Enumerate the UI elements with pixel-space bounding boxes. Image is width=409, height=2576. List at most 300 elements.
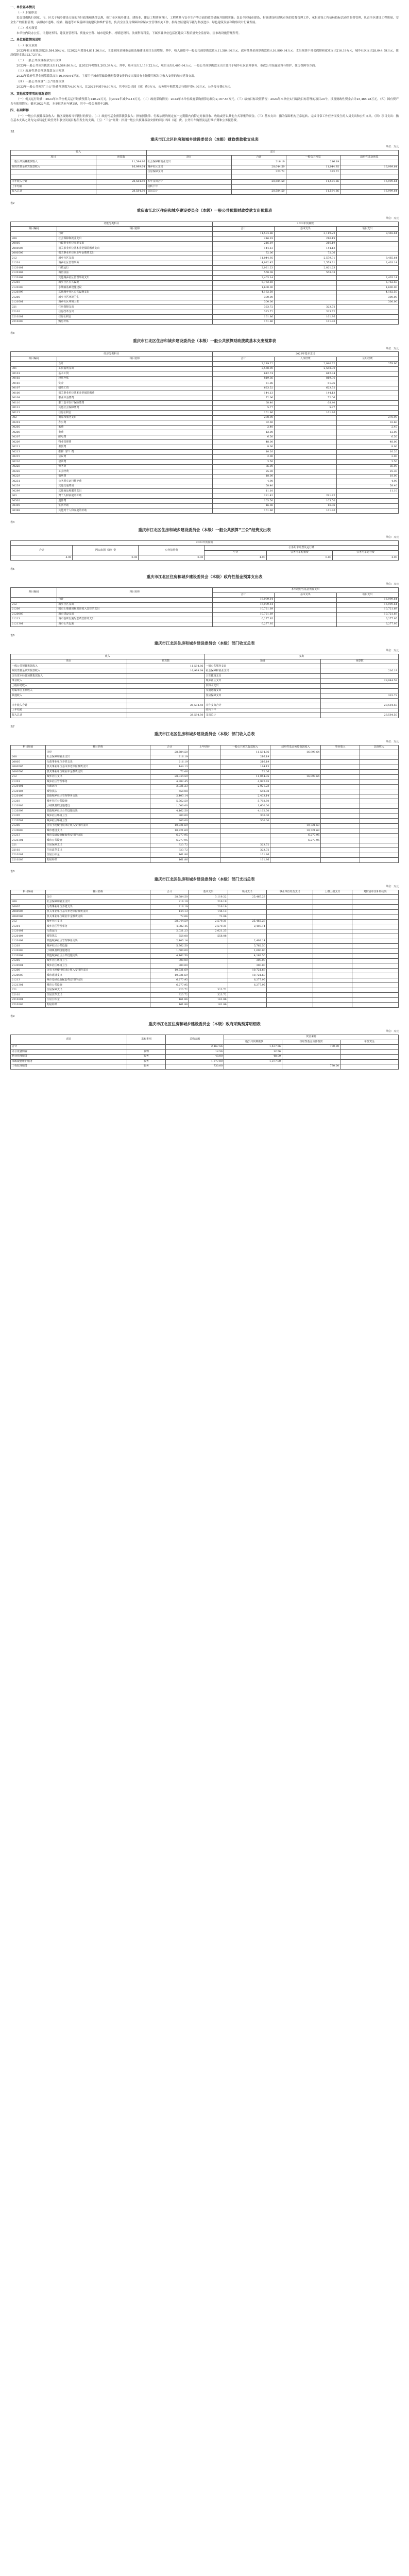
unit-label: 单位：万元 (385, 583, 399, 586)
header-cell: 合计 (11, 546, 73, 555)
table-cell (360, 794, 398, 799)
table-cell: 国有资本经营预算拨款收入 (11, 674, 127, 679)
table-cell (189, 794, 220, 799)
table-cell: 323.72 (150, 988, 189, 993)
table-cell (360, 843, 398, 848)
table-row (11, 939, 399, 944)
table-row (11, 445, 399, 450)
table-cell: 国有土地使用权出让收入安排的支出 (45, 968, 150, 973)
table-tag: 表1 (10, 130, 15, 133)
table-cell (189, 814, 220, 819)
table-cell (220, 823, 270, 828)
unit-label: 单位：万元 (385, 1030, 399, 1033)
table-cell: 机关事业单位基本养老保险缴费支出 (57, 246, 212, 251)
table-cell (282, 1049, 340, 1055)
table-cell: 32.60 (336, 420, 399, 426)
table-cell: 2,403.14 (228, 924, 266, 929)
table-cell (189, 809, 220, 814)
table-cell: 323.72 (189, 988, 228, 993)
table-cell (266, 958, 313, 963)
table-cell (313, 958, 352, 963)
table-cell (336, 499, 399, 504)
table-row (11, 988, 399, 993)
table-cell: 28,584.50 (321, 713, 399, 718)
table-cell: 612.74 (275, 371, 336, 377)
table-cell (313, 905, 352, 910)
table-title: 重庆市江北区住房和城乡建设委员会（本级）一般公共预算“三公”经费支出表 (138, 527, 271, 532)
table-cell: 10.20 (212, 450, 274, 455)
table-cell (360, 784, 398, 789)
table-row (11, 799, 399, 804)
table-cell: 2120803 (11, 828, 46, 834)
table-cell: 300.00 (150, 963, 189, 969)
table-cell (352, 900, 398, 905)
table-cell: 2,579.31 (275, 256, 336, 261)
table-row (11, 909, 399, 914)
table-cell: 323.72 (150, 993, 189, 998)
header-cell: 项目支出 (336, 592, 399, 598)
table-cell: 30215 (11, 454, 57, 460)
table-cell: 18.00 (336, 474, 399, 479)
table-cell (266, 924, 313, 929)
table-cell: 30108 (11, 391, 57, 396)
table-cell (282, 1059, 340, 1064)
table-cell: 323.72 (220, 843, 270, 848)
table-cell (189, 958, 228, 963)
table-cell (228, 997, 266, 1003)
header-cell: 项目 (11, 659, 127, 664)
table-cell (266, 914, 313, 920)
table-row (11, 415, 399, 420)
table-cell: 10,721.69 (212, 612, 274, 617)
table-cell (313, 900, 352, 905)
table-cell: 10,721.69 (212, 607, 274, 613)
table-row (11, 848, 399, 853)
table-cell: 8,465.64 (336, 231, 399, 236)
table-cell: 合计 (45, 750, 150, 755)
table-cell: 301 (11, 366, 57, 371)
table-cell: 购房补贴 (45, 858, 150, 863)
table-cell: 72.06 (275, 396, 336, 401)
table-cell: 51.06 (212, 381, 274, 386)
table-cell: 21203 (11, 799, 46, 804)
table-cell (228, 905, 266, 910)
table-row (11, 698, 399, 703)
table-cell: 30229 (11, 474, 57, 479)
table4-section (10, 521, 399, 561)
table-cell: 323.72 (150, 848, 189, 853)
table-cell (313, 919, 352, 924)
table-cell (352, 978, 398, 983)
table-cell: 2,021.23 (275, 266, 336, 271)
table-cell: 行政事业单位养老支出 (57, 241, 212, 246)
table-row (11, 789, 399, 794)
table-cell: 161.86 (212, 315, 274, 320)
table-row (11, 804, 399, 809)
header-cell: 公务用车购置及运行费 (204, 546, 399, 551)
table-cell: 其他交通费用 (57, 484, 212, 489)
table-cell: 730.00 (282, 1064, 340, 1070)
table-cell: 2,579.31 (189, 924, 228, 929)
header-cell: 政府性基金预算拨款 (282, 1040, 340, 1045)
table-cell (220, 833, 270, 838)
table-cell (321, 684, 399, 689)
table-cell: 30201 (11, 420, 57, 426)
table-cell: 支出总计 (146, 190, 232, 195)
table-cell: 2,403.14 (336, 261, 399, 266)
table-cell (11, 231, 57, 236)
table-cell: 对个人和家庭的补助 (57, 494, 212, 499)
table-cell: 城乡社区环境卫生 (45, 958, 150, 963)
table-cell (275, 440, 336, 445)
table-cell (189, 819, 220, 824)
table-body (11, 750, 399, 863)
table-cell (313, 968, 352, 973)
table-cell: 行政事业单位养老支出 (45, 760, 150, 765)
section-heading: 四、名词解释 (10, 109, 29, 113)
table-cell (275, 285, 336, 291)
table-cell: 5.77 (212, 405, 274, 411)
table-cell: 商品和服务支出 (57, 415, 212, 420)
table-cell: 58.40 (212, 484, 274, 489)
table-cell: 6,277.95 (270, 833, 321, 838)
table-cell: 10,721.69 (150, 828, 189, 834)
table-cell: 2,403.14 (212, 276, 274, 281)
header-cell: 2023年预算数 (212, 222, 398, 227)
table-cell: 2210201 (11, 997, 46, 1003)
table-cell: 323.72 (212, 310, 274, 315)
table-cell (127, 1045, 165, 1050)
table-cell (270, 760, 321, 765)
table-cell (266, 919, 313, 924)
table-cell: 4,982.45 (150, 924, 189, 929)
table-cell: 30205 (11, 425, 57, 430)
table-title: 重庆市江北区住房和城乡建设委员会（本级）一般公共预算财政拨款支出预算表 (137, 208, 272, 213)
table-cell (270, 789, 321, 794)
table-cell: 其他城乡社区公共设施支出 (45, 954, 150, 959)
table-row (11, 305, 399, 310)
subsection-heading: （四）一般公共预算“三公”经费预算 (16, 80, 64, 84)
table-cell: 12.56 (224, 1049, 282, 1055)
table-cell: 11.10 (336, 489, 399, 494)
header-cell: 项目 (11, 155, 96, 160)
table-cell: 生活补助 (57, 503, 212, 509)
table-cell: 4,162.50 (228, 954, 266, 959)
paragraph: （一）一般公共预算拨款收入：指区级财政当年拨付的资金。（二）政府性基金预算拨款收入：指依照法律、行政法规的规定在一定期限内向特定对象征收、收取或者以其他方式筹集的资金。（三）基本支出：指为保障机构正常运转、完成日常工作任务而发生的人员支出和公用支出。（四）项目支出：指在基本支出之外为完成特定行政任务和事业发展目标所发生的支出。（五）“三公”经费：指用一般公共预算拨款安排的因公出国（境）费、公务用车购置及运行维护费和公务接待费。 (10, 114, 399, 123)
table-cell (352, 909, 398, 914)
table-cell: 2,403.14 (150, 794, 189, 799)
table-cell (360, 838, 398, 843)
table-cell: 161.86 (275, 315, 336, 320)
table-tag: 表7 (10, 725, 15, 728)
table-cell (270, 799, 321, 804)
section-heading: 一、单位基本情况 (10, 6, 36, 9)
table-cell (275, 425, 336, 430)
table-cell (189, 944, 228, 949)
table-cell (266, 997, 313, 1003)
table7 (10, 745, 399, 863)
table-cell: 20805 (11, 760, 46, 765)
table-cell: 津贴补贴 (57, 376, 212, 381)
table-cell: 城市建设支出 (45, 828, 150, 834)
table-cell: 5,762.50 (228, 944, 266, 949)
table-cell: 30209 (11, 440, 57, 445)
table-cell: 行政事业单位养老支出 (45, 905, 150, 910)
table-cell: 22102 (11, 993, 46, 998)
table-cell (360, 774, 398, 779)
table-cell (321, 708, 399, 713)
table-cell (352, 944, 398, 949)
table-cell: 城乡社区管理事务 (45, 779, 150, 785)
table-cell: 18.00 (212, 474, 274, 479)
table-row (11, 366, 399, 371)
table-row (11, 236, 399, 242)
header-cell: 采购金额 (166, 1035, 224, 1045)
table-row (11, 664, 399, 669)
table-row (11, 499, 399, 504)
table-cell: 市政设施维护服务 (11, 1059, 127, 1064)
table-cell (275, 484, 336, 489)
table-row (11, 784, 399, 789)
table-cell: 2210201 (11, 315, 57, 320)
table-cell: 103.50 (275, 499, 336, 504)
table-cell (266, 905, 313, 910)
table6-section (10, 634, 399, 718)
table-cell: 28,584.50 (150, 750, 189, 755)
table-row (11, 622, 399, 627)
table-cell: 28,584.50 (96, 180, 146, 185)
table-cell: 5,762.50 (212, 280, 274, 285)
table-cell (352, 929, 398, 934)
table-cell: 2120399 (11, 290, 57, 295)
table-cell: 社会保障和就业支出 (45, 900, 150, 905)
table-tag: 表4 (10, 520, 15, 524)
header-cell: 一般公共预算 (286, 155, 340, 160)
table-cell: 6.50 (212, 435, 274, 440)
table-row (11, 794, 399, 799)
table-cell: 300.00 (336, 295, 399, 300)
table-cell: 819.36 (275, 376, 336, 381)
table-cell: 2.00 (336, 454, 399, 460)
table-cell (228, 993, 266, 998)
table-cell (352, 948, 398, 954)
table-cell: 212 (11, 602, 57, 607)
table-cell: 103.50 (212, 499, 274, 504)
table-cell: 51.06 (275, 381, 336, 386)
table-cell: 10,721.69 (228, 968, 266, 973)
table-row (11, 983, 399, 988)
table-cell: 6,277.95 (150, 978, 189, 983)
table-cell: 16,999.64 (212, 602, 274, 607)
table-cell (336, 366, 399, 371)
table-cell: 30101 (11, 371, 57, 377)
table-cell (232, 175, 286, 180)
table-cell (336, 236, 399, 242)
table-cell: 21201 (11, 779, 46, 785)
table-cell: 21205 (11, 295, 57, 300)
table-cell: 30103 (11, 381, 57, 386)
table-cell: 3,119.22 (212, 362, 274, 367)
table-cell (266, 973, 313, 978)
table2 (10, 222, 399, 325)
table-cell: 558.08 (150, 934, 189, 939)
document-page (0, 0, 409, 1082)
table-cell (275, 445, 336, 450)
table-cell: 30216 (11, 460, 57, 465)
header-cell: 项目 (11, 1035, 127, 1045)
table-body (11, 598, 399, 627)
table-cell: 32.60 (212, 420, 274, 426)
table-cell: 48.00 (212, 440, 274, 445)
table-cell (313, 978, 352, 983)
table-row (11, 905, 399, 910)
table-cell (360, 809, 398, 814)
table-cell: 本年收入合计 (11, 180, 96, 185)
table-cell: 72.06 (220, 770, 270, 775)
table-cell: 21205 (11, 958, 46, 963)
table-cell (321, 770, 360, 775)
paragraph: 负责贯彻执行国家、市、区关于城乡建设方面的方针政策和法律法规，拟订全区城乡建设、建筑业、建设工程勘察设计、工程质量与安全生产等方面的政策措施并组织实施；负责全区城市建设、村镇建设和建筑市场的监督管理工作，承担建设工程招标投标活动的监督管理，负责全区建设工程质量、安全生产的监督管理，承担城市道路、桥梁、隧道等市政基础设施建设和维护管理，负责全区住房保障和房屋安全管理相关工作，指导全区建筑节能与科技进步、绿色建筑发展和勘察设计行业发展。 (10, 16, 399, 24)
table-row (11, 160, 399, 165)
table-cell (275, 607, 336, 613)
table-row (11, 295, 399, 300)
table-cell (321, 843, 360, 848)
table-cell: 6,277.95 (150, 838, 189, 843)
table-cell: 2120104 (11, 789, 46, 794)
table-row (11, 819, 399, 824)
table-cell (321, 848, 360, 853)
table-cell (275, 300, 336, 305)
table-row (11, 420, 399, 426)
table-cell: 10,721.69 (270, 823, 321, 828)
table-row (11, 425, 399, 430)
table-cell (321, 750, 360, 755)
table-cell (275, 460, 336, 465)
table-cell: 300.00 (212, 295, 274, 300)
table-row (11, 469, 399, 474)
table7-section (10, 725, 399, 863)
table-cell: 2,558.90 (212, 366, 274, 371)
table-cell: 323.72 (321, 693, 399, 699)
table-cell: 300.00 (220, 814, 270, 819)
table-cell: 21213 (11, 617, 57, 622)
header-cell: 2023年基本支出 (212, 352, 398, 357)
table-row (11, 231, 399, 236)
table-cell (360, 750, 398, 755)
table-cell: 3,119.22 (275, 231, 336, 236)
table-cell: 278.90 (336, 362, 399, 367)
table-cell (321, 774, 360, 779)
table-cell: 农林水支出 (204, 684, 321, 689)
table-cell: 住房保障支出 (146, 170, 232, 175)
table-cell: 6,277.95 (228, 983, 266, 988)
table-row (11, 454, 399, 460)
table-cell: 服务 (127, 1064, 165, 1070)
table-body (11, 160, 399, 195)
table-cell (340, 1059, 399, 1064)
table-cell: 2120303 (11, 285, 57, 291)
table-cell: 300.00 (228, 963, 266, 969)
table-cell (189, 750, 220, 755)
table-cell: 住房保障支出 (45, 843, 150, 848)
table-cell (11, 895, 46, 900)
table-cell: 819.36 (212, 376, 274, 381)
table3-section (10, 332, 399, 514)
table-cell: 工会经费 (57, 469, 212, 474)
table-cell (96, 184, 146, 190)
table-cell (275, 469, 336, 474)
table-cell: 30113 (11, 411, 57, 416)
table-row (11, 489, 399, 494)
table-cell: 2,403.14 (150, 939, 189, 944)
table-cell: 社会保障和就业支出 (45, 755, 150, 760)
header-cell: 合计 (212, 227, 274, 232)
table-cell: 2120104 (11, 270, 57, 276)
table-cell: 2,021.23 (150, 929, 189, 934)
table-row (11, 914, 399, 920)
table-cell (360, 760, 398, 765)
table-cell (321, 765, 360, 770)
table-cell (11, 750, 46, 755)
table-cell: 工程监理服务 (11, 1064, 127, 1070)
table-cell: 16,999.64 (340, 190, 399, 195)
table-cell: 28,584.50 (232, 180, 286, 185)
table-cell: 30112 (11, 405, 57, 411)
table-cell (189, 789, 220, 794)
table-cell: 144.13 (275, 391, 336, 396)
table-cell (313, 895, 352, 900)
table-row (11, 828, 399, 834)
table-row (11, 760, 399, 765)
table-cell: 2121301 (11, 622, 57, 627)
table-cell (321, 779, 360, 785)
table-row (11, 261, 399, 266)
table-cell (127, 708, 204, 713)
table-cell: 其他对个人和家庭的补助 (57, 509, 212, 514)
table-row (11, 853, 399, 858)
table-cell: 30206 (11, 430, 57, 435)
table-cell: 3.50 (212, 460, 274, 465)
table-title: 重庆市江北区住房和城乡建设委员会（本级）财政拨款收支总表 (150, 137, 259, 142)
table-cell: 职工基本医疗保险缴费 (57, 401, 212, 406)
table-cell: 政府性基金预算拨款收入 (11, 165, 96, 170)
table-cell: 216.19 (220, 755, 270, 760)
table-cell: 机关事业单位基本养老保险缴费支出 (45, 765, 150, 770)
table-cell: 221 (11, 988, 46, 993)
table-cell (96, 170, 146, 175)
table-cell (228, 929, 266, 934)
table-cell (189, 774, 220, 779)
table-cell: 1,437.56 (224, 1045, 282, 1050)
table-cell (228, 914, 266, 920)
table-row (11, 1003, 399, 1008)
table-title: 重庆市江北区住房和城乡建设委员会（本级）一般公共预算财政拨款基本支出预算表 (133, 338, 276, 343)
table-cell: 城市基础设施配套费安排的支出 (57, 617, 212, 622)
table-cell: 培训费 (57, 460, 212, 465)
table-cell: 2120399 (11, 809, 46, 814)
table-cell: 323.72 (275, 305, 336, 310)
table-cell (336, 376, 399, 381)
table-cell: 623.52 (212, 386, 274, 391)
table-cell (11, 362, 57, 367)
table-cell: 城乡社区环境卫生 (45, 963, 150, 969)
table-row (11, 779, 399, 785)
table-cell: 4,162.50 (220, 809, 270, 814)
table-cell: 25.30 (212, 469, 274, 474)
table-cell: 28,584.50 (96, 190, 146, 195)
table-cell (321, 760, 360, 765)
table-cell: 221 (11, 843, 46, 848)
